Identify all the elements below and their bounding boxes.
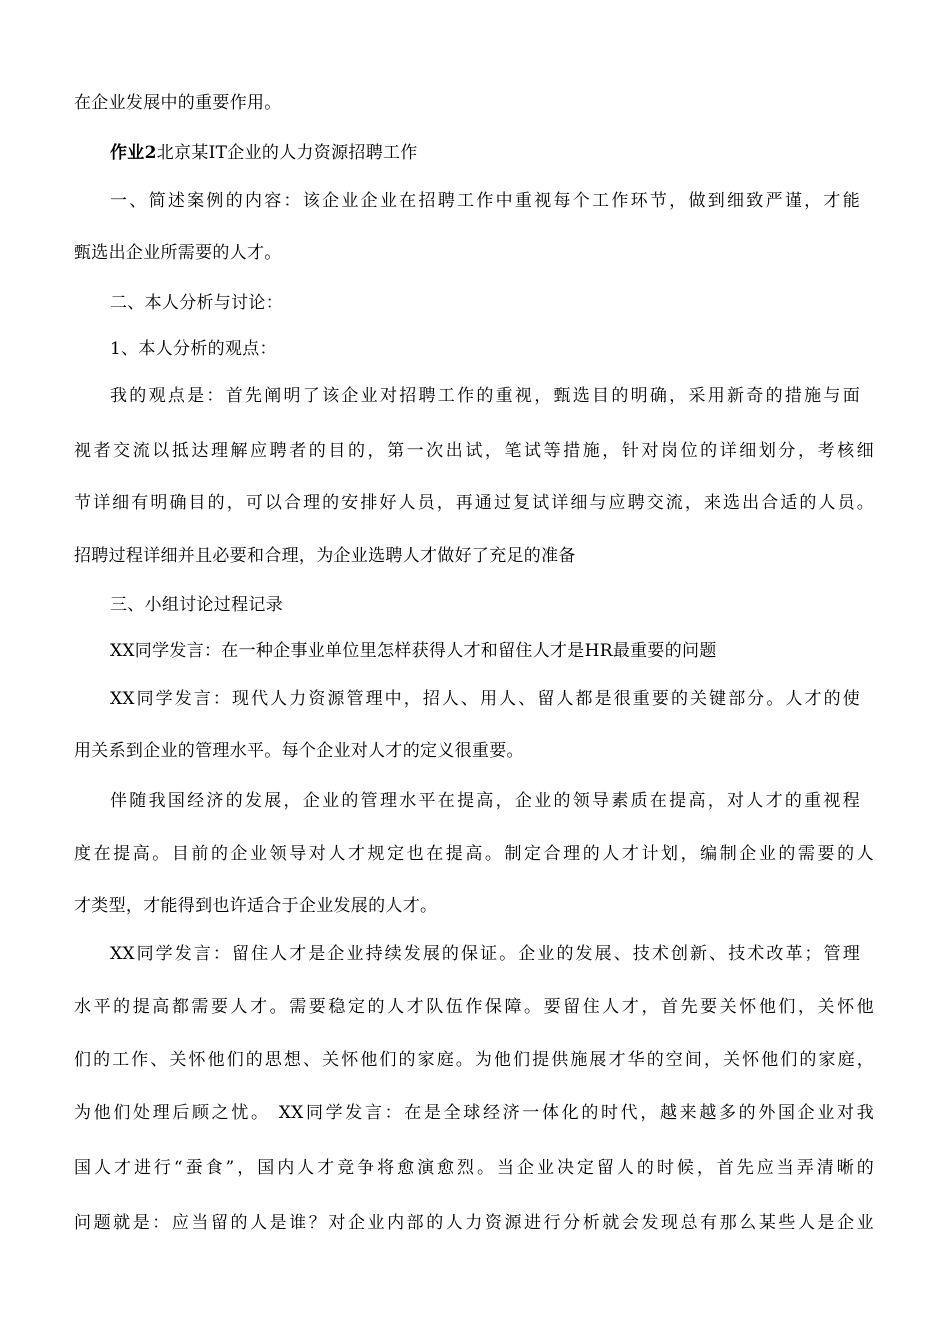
paragraph-line: 伴随我国经济的发展，企业的管理水平在提高，企业的领导素质在提高，对人才的重视程 [110, 791, 860, 811]
paragraph-line: 才类型，才能得到也许适合于企业发展的人才。 [74, 896, 438, 916]
assignment-label: 作业2 [110, 143, 157, 163]
paragraph-line: 视者交流以抵达理解应聘者的目的，第一次出试，笔试等措施，针对岗位的详细划分，考核细 [74, 441, 874, 461]
paragraph-line: 们的工作、关怀他们的思想、关怀他们的家庭。为他们提供施展才华的空间，关怀他们的家庭， [74, 1050, 874, 1070]
assignment-heading [110, 142, 418, 164]
paragraph-line: 甄选出企业所需要的人才。 [74, 243, 282, 263]
paragraph-line: XX同学发言：留住人才是企业持续发展的保证。企业的发展、技术创新、技术改革；管理 [110, 944, 860, 964]
paragraph-line: 度在提高。目前的企业领导对人才规定也在提高。制定合理的人才计划，编制企业的需要的人 [74, 844, 874, 864]
section-heading: 三、小组讨论过程记录 [110, 595, 283, 615]
paragraph-line: 招聘过程详细并且必要和合理，为企业选聘人才做好了充足的准备 [74, 546, 576, 566]
paragraph-line: 国人才进行“蚕食”，国内人才竞争将愈演愈烈。当企业决定留人的时候，首先应当弄清晰的 [74, 1158, 874, 1178]
assignment-title: 北京某IT企业的人力资源招聘工作 [156, 143, 418, 163]
paragraph-line: 在企业发展中的重要作用。 [74, 93, 282, 113]
paragraph-line: XX同学发言：现代人力资源管理中，招人、用人、留人都是很重要的关键部分。人才的使 [110, 689, 860, 709]
paragraph-line: 问题就是：应当留的人是谁？对企业内部的人力资源进行分析就会发现总有那么某些人是企业 [74, 1213, 874, 1233]
paragraph-line: 节详细有明确目的，可以合理的安排好人员，再通过复试详细与应聘交流，来选出合适的人员。 [74, 493, 874, 513]
subsection-heading: 1、本人分析的观点： [110, 339, 277, 359]
paragraph-line: 我的观点是：首先阐明了该企业对招聘工作的重视，甄选目的明确，采用新奇的措施与面 [110, 386, 860, 406]
paragraph-line: 用关系到企业的管理水平。每个企业对人才的定义很重要。 [74, 741, 524, 761]
paragraph-line: 水平的提高都需要人才。需要稳定的人才队伍作保障。要留住人才，首先要关怀他们，关怀他 [74, 997, 874, 1017]
paragraph-line: 一、简述案例的内容：该企业企业在招聘工作中重视每个工作环节，做到细致严谨，才能 [110, 191, 860, 211]
section-heading: 二、本人分析与讨论： [110, 293, 283, 313]
paragraph-line: XX同学发言：在一种企事业单位里怎样获得人才和留住人才是HR最重要的问题 [110, 641, 717, 661]
paragraph-line: 为他们处理后顾之忧。 XX同学发言：在是全球经济一体化的时代，越来越多的外国企业对我 [74, 1103, 874, 1123]
